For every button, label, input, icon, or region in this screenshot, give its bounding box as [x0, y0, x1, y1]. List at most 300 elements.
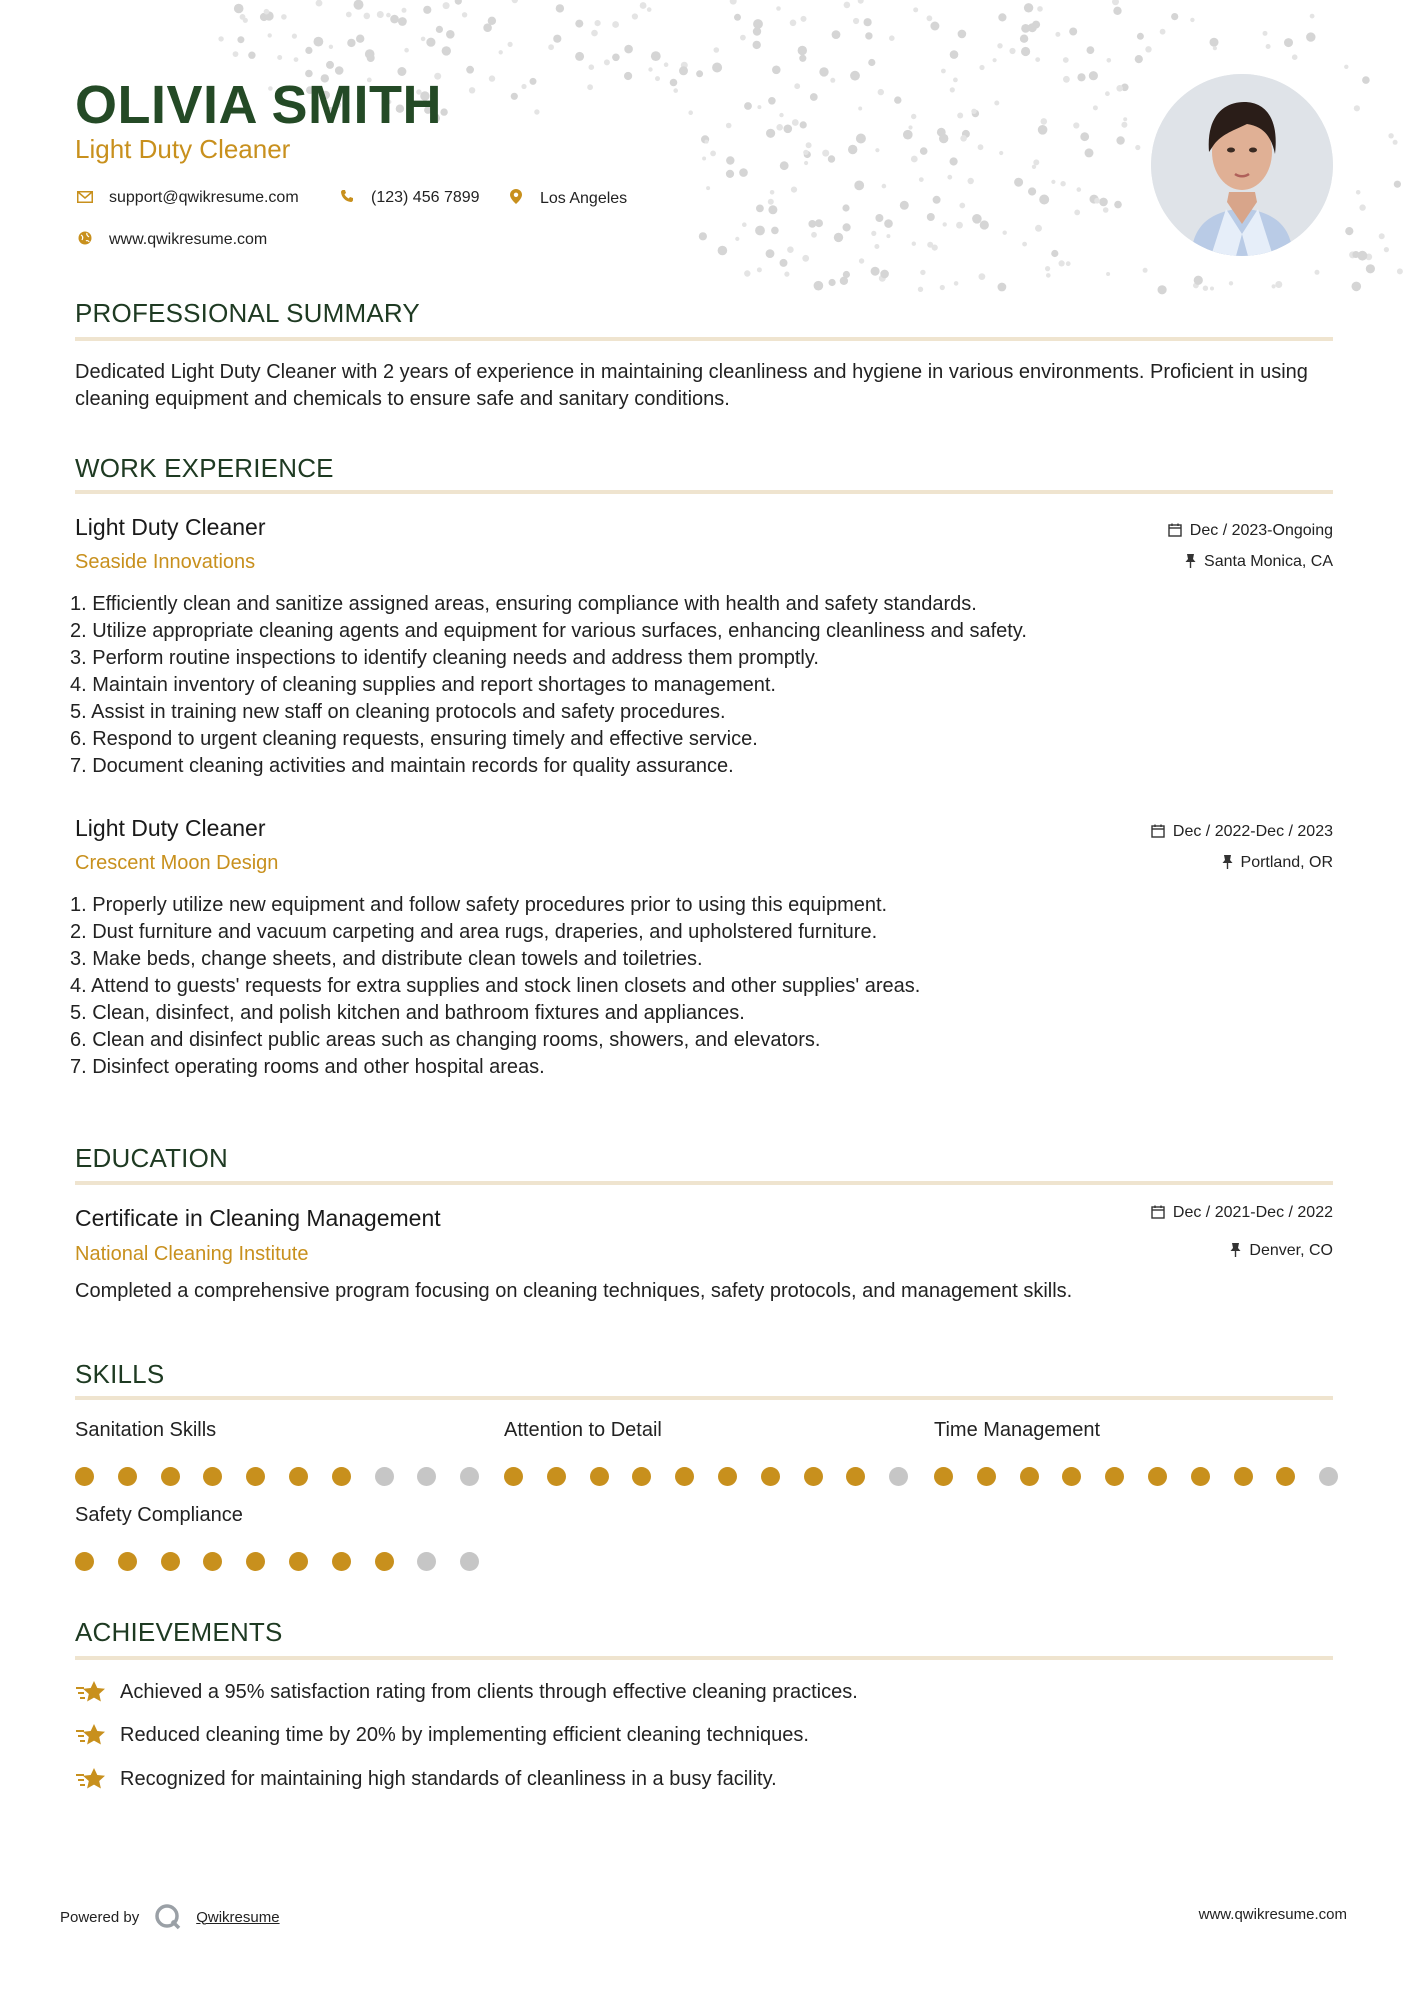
skills-divider [75, 1396, 1333, 1400]
decor-dot [894, 96, 901, 103]
decor-dot [1315, 270, 1320, 275]
decor-dot [878, 89, 884, 95]
decor-dot [446, 30, 455, 39]
skill-rating [504, 1467, 932, 1486]
map-pin-icon [506, 189, 526, 208]
decor-dot [1033, 159, 1039, 165]
job-title: Light Duty Cleaner [75, 815, 266, 841]
education-dates [1151, 1204, 1333, 1222]
decor-dot [972, 214, 982, 224]
education-dates-text: Dec / 2021-Dec / 2022 [1172, 1204, 1333, 1221]
decor-dot [903, 130, 913, 140]
decor-dot [790, 20, 797, 27]
decor-dot [329, 45, 333, 49]
decor-dot [950, 50, 959, 59]
candidate-name: OLIVIA SMITH [75, 75, 442, 135]
decor-dot [947, 175, 952, 180]
achievements-divider [75, 1656, 1333, 1660]
rating-dot-filled [246, 1552, 265, 1571]
skill-name: Time Management [934, 1419, 1100, 1441]
decor-dot [423, 6, 431, 14]
rating-dot-empty [460, 1552, 479, 1571]
decor-dot [233, 51, 239, 57]
decor-dot [871, 231, 876, 236]
decor-dot [436, 26, 443, 33]
decor-dot [1035, 57, 1040, 62]
job-title: Light Duty Cleaner [75, 514, 266, 540]
decor-dot [1158, 285, 1167, 294]
rating-dot-filled [75, 1467, 94, 1486]
decor-dot [913, 7, 918, 12]
decor-dot [740, 35, 746, 41]
decor-dot [548, 44, 554, 50]
decor-dot [1069, 28, 1077, 36]
decor-dot [346, 12, 352, 18]
decor-dot [1022, 242, 1027, 247]
decor-dot [443, 2, 450, 9]
decor-dot [1344, 65, 1348, 69]
decor-dot [950, 157, 958, 165]
decor-dot [753, 27, 761, 35]
decor-dot [854, 181, 864, 191]
rating-dot-filled [246, 1467, 265, 1486]
star-icon [75, 1721, 107, 1749]
contact-website[interactable] [75, 231, 267, 249]
rating-dot-filled [718, 1467, 737, 1486]
list-item: 5. Clean, disinfect, and polish kitchen and bathroom fixtures and appliances. [70, 1002, 745, 1024]
decor-dot [757, 105, 761, 109]
decor-dot [1059, 260, 1065, 266]
decor-dot [755, 226, 765, 236]
rating-dot-filled [761, 1467, 780, 1486]
star-icon [75, 1765, 107, 1793]
decor-dot [850, 71, 860, 81]
decor-dot [744, 270, 750, 276]
decor-dot [1121, 122, 1127, 128]
list-item: 4. Maintain inventory of cleaning supplies and report shortages to management. [70, 674, 776, 696]
decor-dot [705, 140, 709, 144]
decor-dot [828, 155, 835, 162]
decor-dot [1366, 264, 1375, 273]
achievement-item [75, 1721, 809, 1749]
job-duties-list [70, 591, 1330, 780]
decor-dot [1020, 35, 1028, 43]
achievement-item [75, 1765, 777, 1793]
job-location [1222, 854, 1333, 872]
decor-dot [651, 51, 661, 61]
experience-heading: WORK EXPERIENCE [75, 453, 334, 483]
decor-dot [993, 58, 997, 62]
decor-dot [1093, 105, 1098, 110]
decor-dot [264, 9, 270, 15]
decor-dot [742, 222, 747, 227]
decor-dot [950, 87, 955, 92]
decor-dot [1384, 247, 1389, 252]
decor-dot [1028, 187, 1036, 195]
decor-dot [971, 109, 976, 114]
decor-dot [1210, 287, 1214, 291]
decor-dot [844, 2, 851, 9]
job-location [1185, 553, 1333, 571]
rating-dot-filled [289, 1552, 308, 1571]
decor-dot [530, 78, 537, 85]
qwikresume-logo-icon [154, 1903, 182, 1931]
rating-dot-filled [804, 1467, 823, 1486]
list-item: 1. Properly utilize new equipment and follow safety procedures prior to using this equipment. [70, 894, 888, 916]
decor-dot [1310, 14, 1315, 19]
decor-dot [980, 220, 989, 229]
decor-dot [780, 161, 789, 170]
decor-dot [1284, 38, 1293, 47]
decor-dot [1094, 198, 1100, 204]
decor-dot [842, 204, 849, 211]
decor-dot [1073, 122, 1079, 128]
decor-dot [1099, 198, 1108, 207]
skill-rating [75, 1467, 503, 1486]
pushpin-icon [1230, 1243, 1241, 1260]
email-text: support@qwikresume.com [109, 189, 299, 206]
decor-dot [1143, 268, 1148, 273]
rating-dot-filled [632, 1467, 651, 1486]
skill-rating [934, 1467, 1362, 1486]
decor-dot [803, 150, 808, 155]
decor-dot [1021, 47, 1030, 56]
decor-dot [1014, 178, 1023, 187]
decor-dot [1145, 46, 1151, 52]
rating-dot-filled [118, 1552, 137, 1571]
decor-dot [404, 48, 409, 53]
decor-dot [979, 273, 986, 280]
decor-dot [365, 49, 375, 59]
decor-dot [1123, 117, 1127, 121]
rating-dot-filled [332, 1467, 351, 1486]
decor-dot [908, 125, 912, 129]
contact-phone[interactable] [337, 189, 480, 207]
decor-dot [802, 255, 809, 262]
decor-dot [218, 36, 223, 41]
decor-dot [779, 113, 783, 117]
decor-dot [1352, 282, 1362, 292]
decor-dot [776, 124, 783, 131]
envelope-icon [75, 190, 95, 207]
decor-dot [1080, 132, 1089, 141]
decor-dot [953, 78, 958, 83]
decor-dot [1229, 281, 1233, 285]
decor-dot [1032, 165, 1036, 169]
decor-dot [943, 222, 947, 226]
rating-dot-filled [934, 1467, 953, 1486]
decor-dot [886, 234, 890, 238]
decor-dot [956, 222, 963, 229]
website-text: www.qwikresume.com [109, 231, 268, 248]
decor-dot [1116, 136, 1124, 144]
decor-dot [462, 12, 467, 17]
decor-dot [1055, 32, 1060, 37]
decor-dot [612, 54, 620, 62]
decor-dot [706, 186, 710, 190]
decor-dot [808, 220, 816, 228]
decor-dot [784, 272, 789, 277]
decor-dot [1292, 54, 1298, 60]
decor-dot [248, 52, 255, 59]
decor-dot [768, 199, 774, 205]
decor-dot [390, 15, 399, 24]
decor-dot [927, 213, 935, 221]
decor-dot [442, 46, 451, 55]
decor-dot [768, 97, 776, 105]
decor-dot [1045, 266, 1050, 271]
decor-dot [281, 14, 287, 20]
decor-dot [834, 233, 843, 242]
calendar-icon [1151, 824, 1165, 841]
decor-dot [868, 59, 875, 66]
decor-dot [237, 36, 244, 43]
decor-dot [882, 184, 887, 189]
decor-dot [455, 0, 462, 5]
decor-dot [799, 55, 806, 62]
skill-name: Attention to Detail [504, 1419, 662, 1441]
decor-dot [859, 258, 864, 263]
rating-dot-empty [375, 1467, 394, 1486]
decor-dot [954, 281, 959, 286]
decor-dot [347, 39, 355, 47]
decor-dot [889, 35, 895, 41]
list-item: 3. Perform routine inspections to identify cleaning needs and address them promptly. [70, 647, 819, 669]
decor-dot [1077, 187, 1082, 192]
decor-dot [1106, 272, 1110, 276]
decor-dot [920, 147, 928, 155]
skill-rating [75, 1552, 503, 1571]
decor-dot [815, 219, 823, 227]
decor-dot [655, 76, 660, 81]
decor-dot [1203, 286, 1208, 291]
decor-dot [780, 259, 788, 267]
list-item: 2. Dust furniture and vacuum carpeting and area rugs, draperies, and upholstered furniture. [70, 921, 878, 943]
decor-dot [1394, 181, 1401, 188]
decor-dot [919, 177, 924, 182]
decor-dot [1359, 204, 1365, 210]
contact-email[interactable] [75, 189, 299, 207]
decor-dot [1135, 145, 1140, 150]
decor-dot [858, 107, 862, 111]
decor-dot [591, 30, 598, 37]
rating-dot-filled [1105, 1467, 1124, 1486]
decor-dot [941, 69, 946, 74]
decor-dot [766, 129, 775, 138]
decor-dot [1024, 3, 1033, 12]
qwikresume-link[interactable]: Qwikresume [196, 1908, 280, 1926]
decor-dot [939, 134, 948, 143]
decor-dot [553, 35, 561, 43]
summary-text: Dedicated Light Duty Cleaner with 2 years of experience in maintaining cleanliness and hygiene in various environments. Proficient in using cleaning equipment and chemicals to ensure safe and sanitary conditions. [75, 361, 1308, 410]
decor-dot [1135, 55, 1143, 63]
decor-dot [998, 13, 1006, 21]
decor-dot [1087, 46, 1095, 54]
decor-dot [911, 156, 918, 163]
decor-dot [787, 246, 794, 253]
decor-dot [1160, 29, 1166, 35]
rating-dot-filled [1020, 1467, 1039, 1486]
decor-dot [314, 37, 324, 47]
decor-dot [1046, 273, 1051, 278]
education-location [1230, 1242, 1333, 1260]
pushpin-icon [1222, 855, 1233, 872]
decor-dot [718, 246, 728, 256]
decor-dot [670, 79, 678, 87]
decor-dot [1051, 180, 1055, 184]
footer-powered-by [60, 1903, 280, 1931]
rating-dot-filled [504, 1467, 523, 1486]
decor-dot [1113, 7, 1121, 15]
rating-dot-filled [1148, 1467, 1167, 1486]
decor-dot [575, 52, 584, 61]
decor-dot [933, 196, 941, 204]
calendar-icon [1168, 523, 1182, 540]
rating-dot-empty [460, 1467, 479, 1486]
powered-by-label: Powered by [60, 1908, 140, 1926]
rating-dot-filled [1234, 1467, 1253, 1486]
decor-dot [1037, 6, 1043, 12]
rating-dot-empty [417, 1467, 436, 1486]
decor-dot [739, 168, 748, 177]
decor-dot [469, 87, 475, 93]
decor-dot [714, 47, 720, 53]
education-degree: Certificate in Cleaning Management [75, 1205, 441, 1231]
phone-text: (123) 456 7899 [371, 189, 480, 206]
decor-dot [575, 20, 583, 28]
decor-dot [534, 109, 539, 114]
decor-dot [811, 232, 817, 238]
decor-dot [1039, 195, 1049, 205]
decor-dot [1213, 46, 1217, 50]
decor-dot [1107, 58, 1112, 63]
job-duties-list [70, 892, 1330, 1081]
decor-dot [735, 237, 739, 241]
rating-dot-empty [889, 1467, 908, 1486]
decor-dot [798, 46, 807, 55]
summary-heading: PROFESSIONAL SUMMARY [75, 298, 420, 328]
decor-dot [912, 242, 916, 246]
decor-dot [958, 30, 967, 39]
rating-dot-filled [590, 1467, 609, 1486]
decor-dot [1103, 207, 1109, 213]
list-item: 7. Document cleaning activities and maintain records for quality assurance. [70, 755, 734, 777]
decor-dot [918, 287, 923, 292]
decor-dot [1112, 0, 1119, 5]
decor-dot [978, 144, 984, 150]
decor-dot [920, 270, 925, 275]
decor-dot [589, 64, 595, 70]
decor-dot [1066, 261, 1071, 266]
decor-dot [1114, 201, 1122, 209]
decor-dot [940, 285, 945, 290]
rating-dot-filled [375, 1552, 394, 1571]
decor-dot [930, 22, 939, 31]
decor-dot [1345, 227, 1353, 235]
rating-dot-filled [977, 1467, 996, 1486]
rating-dot-filled [547, 1467, 566, 1486]
decor-dot [699, 232, 707, 240]
decor-dot [726, 123, 732, 129]
list-item: 2. Utilize appropriate cleaning agents and equipment for various surfaces, enhancing cleanliness and safety. [70, 620, 1027, 642]
decor-dot [756, 205, 764, 213]
decor-dot [822, 150, 829, 157]
list-item: 7. Disinfect operating rooms and other hospital areas. [70, 1056, 545, 1078]
list-item: 6. Respond to urgent cleaning requests, ensuring timely and effective service. [70, 728, 758, 750]
decor-dot [710, 151, 716, 157]
rating-dot-filled [289, 1467, 308, 1486]
decor-dot [1085, 148, 1094, 157]
decor-dot [858, 0, 864, 4]
decor-dot [1074, 210, 1080, 216]
decor-dot [679, 66, 688, 75]
rating-dot-filled [1276, 1467, 1295, 1486]
decor-dot [792, 119, 799, 126]
decor-dot [900, 201, 909, 210]
decor-dot [398, 17, 407, 26]
skills-heading: SKILLS [75, 1359, 165, 1389]
decor-dot [1009, 48, 1015, 54]
decor-dot [1306, 32, 1315, 41]
decor-dot [744, 102, 752, 110]
decor-dot [1089, 71, 1098, 80]
decor-dot [829, 279, 836, 286]
decor-dot [556, 4, 564, 12]
decor-dot [1210, 38, 1219, 47]
decor-dot [426, 38, 435, 47]
skill-name: Safety Compliance [75, 1504, 243, 1526]
rating-dot-filled [1191, 1467, 1210, 1486]
decor-dot [294, 57, 299, 62]
decor-dot [521, 84, 526, 89]
decor-dot [466, 66, 474, 74]
decor-dot [927, 242, 933, 248]
decor-dot [688, 110, 693, 115]
decor-dot [268, 33, 272, 37]
rating-dot-filled [161, 1552, 180, 1571]
decor-dot [632, 13, 638, 19]
skill-name: Sanitation Skills [75, 1419, 217, 1441]
decor-dot [488, 17, 496, 25]
star-icon [75, 1678, 107, 1706]
rating-dot-filled [675, 1467, 694, 1486]
footer-website[interactable]: www.qwikresume.com [1198, 1906, 1347, 1923]
decor-dot [768, 205, 777, 214]
education-location-text: Denver, CO [1249, 1242, 1333, 1259]
decor-dot [647, 7, 652, 12]
decor-dot [1356, 190, 1361, 195]
job-company: Crescent Moon Design [75, 852, 279, 874]
decor-dot [712, 63, 722, 73]
decor-dot [364, 13, 371, 20]
calendar-icon [1151, 1205, 1165, 1222]
decor-dot [1397, 268, 1403, 274]
education-divider [75, 1181, 1333, 1185]
decor-dot [1032, 21, 1040, 29]
decor-dot [386, 13, 391, 18]
rating-dot-empty [417, 1552, 436, 1571]
job-company: Seaside Innovations [75, 551, 256, 573]
decor-dot [794, 83, 800, 89]
summary-divider [75, 337, 1333, 341]
decor-dot [875, 148, 879, 152]
decor-dot [1038, 125, 1048, 135]
decor-dot [277, 55, 282, 60]
decor-dot [1190, 18, 1194, 22]
decor-dot [979, 65, 984, 70]
decor-dot [421, 37, 426, 42]
job-location-text: Santa Monica, CA [1204, 553, 1333, 570]
